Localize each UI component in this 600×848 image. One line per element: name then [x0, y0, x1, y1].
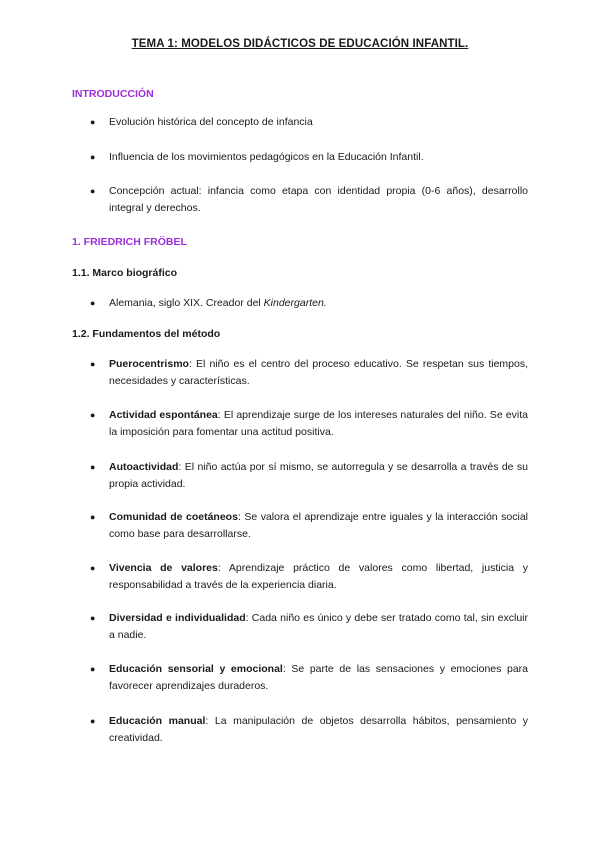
- intro-item-text: Evolución histórica del concepto de infancia: [109, 116, 313, 128]
- bullet-icon: ●: [90, 298, 96, 308]
- bullet-icon: ●: [90, 512, 96, 522]
- fundamento-term: Vivencia de valores: [109, 562, 218, 574]
- fundamento-term: Puerocentrismo: [109, 358, 189, 370]
- fundamento-desc: : La manipulación de objetos desarrolla hábitos, pensamiento y creatividad.: [109, 715, 528, 744]
- fundamento-desc: : El niño actúa por sí mismo, se autorregula y se desarrolla a través de su propia actividad.: [109, 461, 528, 490]
- fundamentos-heading: 1.2. Fundamentos del método: [72, 328, 221, 340]
- section1-heading: 1. FRIEDRICH FRÖBEL: [72, 236, 187, 248]
- marco-item-text: [109, 295, 528, 312]
- fundamento-item: [90, 713, 528, 747]
- fundamento-text: [109, 713, 528, 747]
- fundamento-term: Comunidad de coetáneos: [109, 511, 238, 523]
- fundamento-text: [109, 560, 528, 594]
- fundamento-desc: : Aprendizaje práctico de valores como libertad, justicia y responsabilidad a través de la experiencia diaria.: [109, 562, 528, 591]
- fundamento-term: Actividad espontánea: [109, 409, 218, 421]
- bullet-icon: ●: [90, 410, 96, 420]
- fundamento-item: [90, 509, 528, 543]
- bullet-icon: ●: [90, 186, 96, 196]
- fundamento-text: [109, 356, 528, 390]
- marco-item-italic: Kindergarten.: [263, 297, 327, 309]
- bullet-icon: ●: [90, 613, 96, 623]
- fundamento-text: [109, 459, 528, 493]
- fundamento-text: [109, 661, 528, 695]
- intro-item-text: Concepción actual: infancia como etapa con identidad propia (0-6 años), desarrollo integral y derechos.: [109, 185, 528, 214]
- fundamento-desc: : El niño es el centro del proceso educativo. Se respetan sus tiempos, necesidades y características.: [109, 358, 528, 387]
- intro-item-text: Influencia de los movimientos pedagógicos en la Educación Infantil.: [109, 151, 424, 163]
- bullet-icon: ●: [90, 462, 96, 472]
- fundamento-desc: : El aprendizaje surge de los intereses naturales del niño. Se evita la imposición para fomentar una actitud positiva.: [109, 409, 528, 438]
- fundamento-term: Autoactividad: [109, 461, 179, 473]
- marco-item-prefix: Alemania, siglo XIX. Creador del: [109, 297, 264, 309]
- marco-list-item: [90, 295, 528, 312]
- fundamento-item: [90, 560, 528, 594]
- bullet-icon: ●: [90, 664, 96, 674]
- fundamento-desc: : Cada niño es único y debe ser tratado como tal, sin excluir a nadie.: [109, 612, 529, 641]
- bullet-icon: ●: [90, 152, 96, 162]
- fundamento-text: [109, 610, 528, 644]
- intro-list-item: [90, 114, 528, 131]
- fundamento-term: Diversidad e individualidad: [109, 612, 246, 624]
- document-title: TEMA 1: MODELOS DIDÁCTICOS DE EDUCACIÓN INFANTIL.: [131, 38, 469, 50]
- intro-list-item: [90, 149, 528, 166]
- bullet-icon: ●: [90, 359, 96, 369]
- intro-heading: INTRODUCCIÓN: [72, 88, 154, 100]
- bullet-icon: ●: [90, 563, 96, 573]
- bullet-icon: ●: [90, 716, 96, 726]
- marco-heading: 1.1. Marco biográfico: [72, 267, 178, 279]
- fundamento-item: [90, 459, 528, 493]
- fundamento-item: [90, 610, 528, 644]
- fundamento-item: [90, 407, 528, 441]
- fundamento-item: [90, 356, 528, 390]
- fundamento-desc: : Se parte de las sensaciones y emociones para favorecer aprendizajes duraderos.: [109, 663, 529, 692]
- fundamento-term: Educación manual: [109, 715, 206, 727]
- fundamento-text: [109, 509, 528, 543]
- fundamento-desc: : Se valora el aprendizaje entre iguales y la interacción social como base para desarrollarse.: [109, 511, 528, 540]
- bullet-icon: ●: [90, 117, 96, 127]
- fundamento-term: Educación sensorial y emocional: [109, 663, 283, 675]
- intro-list-item: [90, 183, 528, 217]
- fundamento-item: [90, 661, 528, 695]
- fundamento-text: [109, 407, 528, 441]
